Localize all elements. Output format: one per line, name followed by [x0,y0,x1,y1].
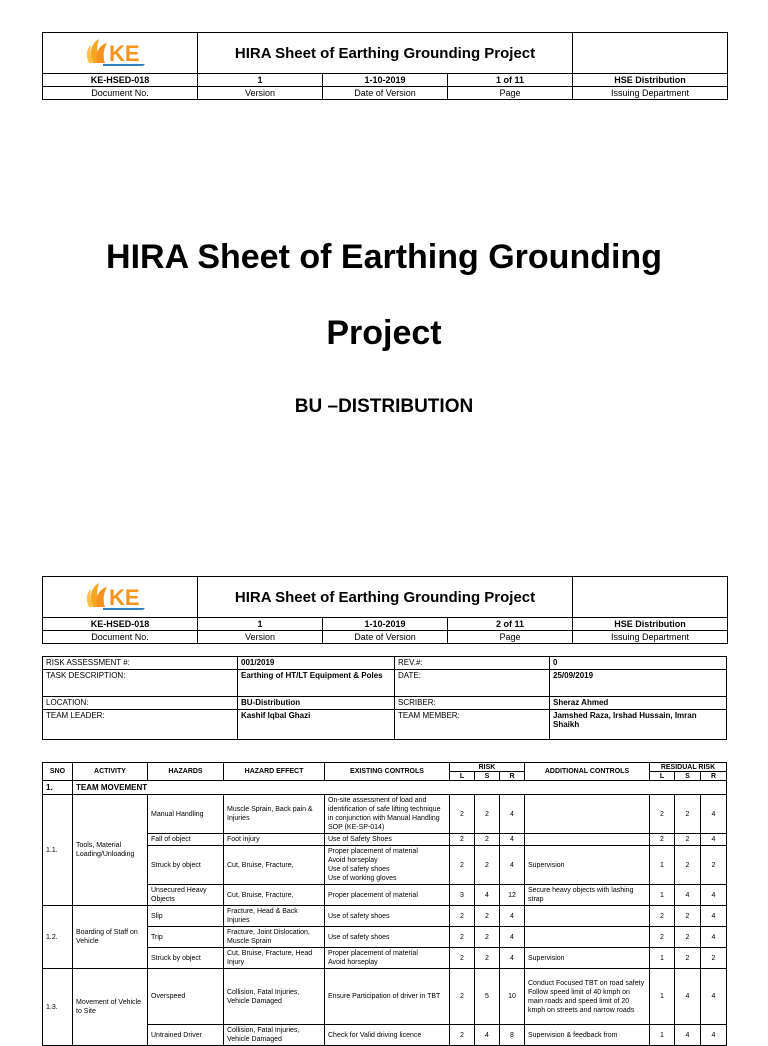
date-value: 1-10-2019 [323,618,448,631]
row-hazard: Trip [148,927,224,948]
row-additional-controls: Supervision [525,846,650,885]
date-label: DATE: [395,670,550,697]
issuing-dept-value: HSE Distribution [573,74,728,87]
row-residual-r: 4 [701,885,727,906]
table-row [43,969,727,1025]
row-residual-s: 4 [675,1025,701,1046]
row-residual-s: 4 [675,969,701,1025]
doc-no-value: KE-HSED-018 [43,618,198,631]
row-risk-l: 2 [450,1025,475,1046]
row-hazard-effect: Cut, Bruise, Fracture, [224,885,325,906]
row-residual-r: 4 [701,795,727,834]
row-existing-controls: Proper placement of material [325,885,450,906]
row-hazard-effect: Muscle Sprain, Back pain & Injuries [224,795,325,834]
logo-text: KE [109,40,140,66]
logo-text: KE [109,584,140,610]
document-header-page2 [42,576,728,644]
cover-title-line2: Project [326,314,442,352]
version-label: Version [198,631,323,644]
row-residual-s: 2 [675,795,701,834]
row-risk-s: 4 [475,1025,500,1046]
col-existing-controls: EXISTING CONTROLS [325,763,450,781]
row-activity: Boarding of Staff on Vehicle [73,906,148,969]
row-additional-controls [525,927,650,948]
row-residual-s: 2 [675,906,701,927]
row-risk-r: 4 [500,948,525,969]
row-hazard: Unsecured Heavy Objects [148,885,224,906]
row-sno: 1.2. [43,906,73,969]
row-residual-r: 2 [701,948,727,969]
row-hazard-effect: Cut, Bruise, Fracture, [224,846,325,885]
row-hazard: Struck by object [148,948,224,969]
row-additional-controls [525,795,650,834]
row-additional-controls: Supervision [525,948,650,969]
document-header-page1 [42,32,728,100]
col-additional-controls: ADDITIONAL CONTROLS [525,763,650,781]
row-risk-s: 2 [475,834,500,846]
row-residual-r: 4 [701,906,727,927]
date-value: 1-10-2019 [323,74,448,87]
col-residual-s: S [675,772,701,781]
page-label: Page [448,631,573,644]
row-risk-s: 2 [475,906,500,927]
col-residual-l: L [650,772,675,781]
doc-no-value: KE-HSED-018 [43,74,198,87]
team-member-label: TEAM MEMBER: [395,710,550,740]
row-hazard: Manual Handling [148,795,224,834]
row-hazard: Fall of object [148,834,224,846]
table-row [43,795,727,834]
risk-assessment-info [42,656,727,740]
header-title: HIRA Sheet of Earthing Grounding Project [198,577,573,618]
issuing-dept-label: Issuing Department [573,87,728,100]
section-title: TEAM MOVEMENT [73,781,727,795]
page-value: 2 of 11 [448,618,573,631]
version-label: Version [198,87,323,100]
row-residual-l: 2 [650,795,675,834]
rev-label: REV.#: [395,657,550,670]
row-risk-r: 8 [500,1025,525,1046]
col-residual-risk: RESIDUAL RISK [650,763,727,772]
task-label: TASK DESCRIPTION: [43,670,238,697]
row-existing-controls: Use of safety shoes [325,906,450,927]
col-activity: ACTIVITY [73,763,148,781]
location-label: LOCATION: [43,697,238,710]
table-row [43,906,727,927]
row-hazard-effect: Fracture, Joint Dislocation, Muscle Sprain [224,927,325,948]
col-hazard-effect: HAZARD EFFECT [224,763,325,781]
row-hazard-effect: Foot injury [224,834,325,846]
row-existing-controls: Ensure Participation of driver in TBT [325,969,450,1025]
page-label: Page [448,87,573,100]
row-existing-controls: Proper placement of material Avoid horseplay [325,948,450,969]
row-hazard-effect: Collision, Fatal Injuries, Vehicle Damaged [224,969,325,1025]
scriber-value: Sheraz Ahmed [550,697,727,710]
row-sno: 1.3. [43,969,73,1046]
row-existing-controls: Proper placement of material Avoid horseplay Use of safety shoes Use of working gloves [325,846,450,885]
row-residual-r: 2 [701,846,727,885]
doc-no-label: Document No. [43,631,198,644]
version-value: 1 [198,74,323,87]
row-residual-l: 1 [650,969,675,1025]
row-risk-l: 3 [450,885,475,906]
row-risk-l: 2 [450,927,475,948]
row-risk-s: 5 [475,969,500,1025]
section-sno: 1. [43,781,73,795]
row-hazard-effect: Collision, Fatal Injuries, Vehicle Damaged [224,1025,325,1046]
row-risk-s: 2 [475,846,500,885]
row-additional-controls: Supervision & feedback from [525,1025,650,1046]
row-existing-controls: Use of Safety Shoes [325,834,450,846]
row-risk-s: 2 [475,795,500,834]
row-activity: Movement of Vehicle to Site [73,969,148,1046]
row-risk-s: 2 [475,927,500,948]
row-risk-r: 4 [500,834,525,846]
row-risk-l: 2 [450,948,475,969]
row-sno: 1.1. [43,795,73,906]
row-existing-controls: Use of safety shoes [325,927,450,948]
row-risk-r: 4 [500,795,525,834]
row-residual-l: 1 [650,948,675,969]
row-risk-l: 2 [450,846,475,885]
row-risk-l: 2 [450,795,475,834]
header-blank-cell [573,33,728,74]
row-risk-r: 12 [500,885,525,906]
issuing-dept-label: Issuing Department [573,631,728,644]
ke-logo [85,35,155,67]
issuing-dept-value: HSE Distribution [573,618,728,631]
row-residual-s: 2 [675,834,701,846]
row-existing-controls: On-site assessment of load and identification of safe lifting technique in conjunction with Manual Handling SOP (KE-SP-014) [325,795,450,834]
row-risk-r: 4 [500,846,525,885]
scriber-label: SCRIBER: [395,697,550,710]
row-residual-l: 1 [650,885,675,906]
date-label: Date of Version [323,87,448,100]
row-additional-controls [525,834,650,846]
row-risk-l: 2 [450,906,475,927]
doc-no-label: Document No. [43,87,198,100]
date-value: 25/09/2019 [550,670,727,697]
header-title: HIRA Sheet of Earthing Grounding Project [198,33,573,74]
row-residual-l: 2 [650,906,675,927]
risk-assessment-label: RISK ASSESSMENT #: [43,657,238,670]
row-hazard: Slip [148,906,224,927]
ke-logo [85,579,155,611]
row-residual-s: 4 [675,885,701,906]
row-risk-l: 2 [450,969,475,1025]
risk-assessment-value: 001/2019 [238,657,395,670]
logo-cell [43,577,198,618]
cover-subtitle: BU –DISTRIBUTION [294,396,474,417]
row-risk-r: 4 [500,906,525,927]
row-additional-controls [525,906,650,927]
team-member-value: Jamshed Raza, Irshad Hussain, Imran Shaikh [550,710,727,740]
row-hazard: Struck by object [148,846,224,885]
row-hazard: Overspeed [148,969,224,1025]
row-hazard: Untrained Driver [148,1025,224,1046]
row-risk-s: 2 [475,948,500,969]
row-existing-controls: Check for Valid driving licence [325,1025,450,1046]
row-residual-r: 4 [701,969,727,1025]
row-hazard-effect: Cut, Bruise, Fracture, Head Injury [224,948,325,969]
col-residual-r: R [701,772,727,781]
row-risk-r: 10 [500,969,525,1025]
row-residual-s: 2 [675,927,701,948]
hira-table [42,762,727,1046]
row-residual-r: 4 [701,1025,727,1046]
row-risk-r: 4 [500,927,525,948]
row-residual-s: 2 [675,846,701,885]
row-activity: Tools, Material Loading/Unloading [73,795,148,906]
row-residual-l: 2 [650,834,675,846]
col-risk-l: L [450,772,475,781]
rev-value: 0 [550,657,727,670]
page-value: 1 of 11 [448,74,573,87]
logo-cell [43,33,198,74]
col-hazards: HAZARDS [148,763,224,781]
row-risk-s: 4 [475,885,500,906]
team-leader-value: Kashif Iqbal Ghazi [238,710,395,740]
task-value: Earthing of HT/LT Equipment & Poles [238,670,395,697]
col-risk: RISK [450,763,525,772]
date-label: Date of Version [323,631,448,644]
row-residual-r: 4 [701,834,727,846]
col-risk-r: R [500,772,525,781]
row-residual-l: 1 [650,846,675,885]
col-sno: SNO [43,763,73,781]
row-risk-l: 2 [450,834,475,846]
row-residual-l: 2 [650,927,675,948]
team-leader-label: TEAM LEADER: [43,710,238,740]
cover-title-line1: HIRA Sheet of Earthing Grounding [106,238,662,276]
row-hazard-effect: Fracture, Head & Back Injuries [224,906,325,927]
location-value: BU-Distribution [238,697,395,710]
col-risk-s: S [475,772,500,781]
row-additional-controls: Conduct Focused TBT on road safety Follow speed limit of 40 kmph on main roads and speed limit of 20 kmph on streets and narrow roads [525,969,650,1025]
row-residual-s: 2 [675,948,701,969]
row-residual-r: 4 [701,927,727,948]
row-residual-l: 1 [650,1025,675,1046]
header-blank-cell [573,577,728,618]
version-value: 1 [198,618,323,631]
row-additional-controls: Secure heavy objects with lashing strap [525,885,650,906]
